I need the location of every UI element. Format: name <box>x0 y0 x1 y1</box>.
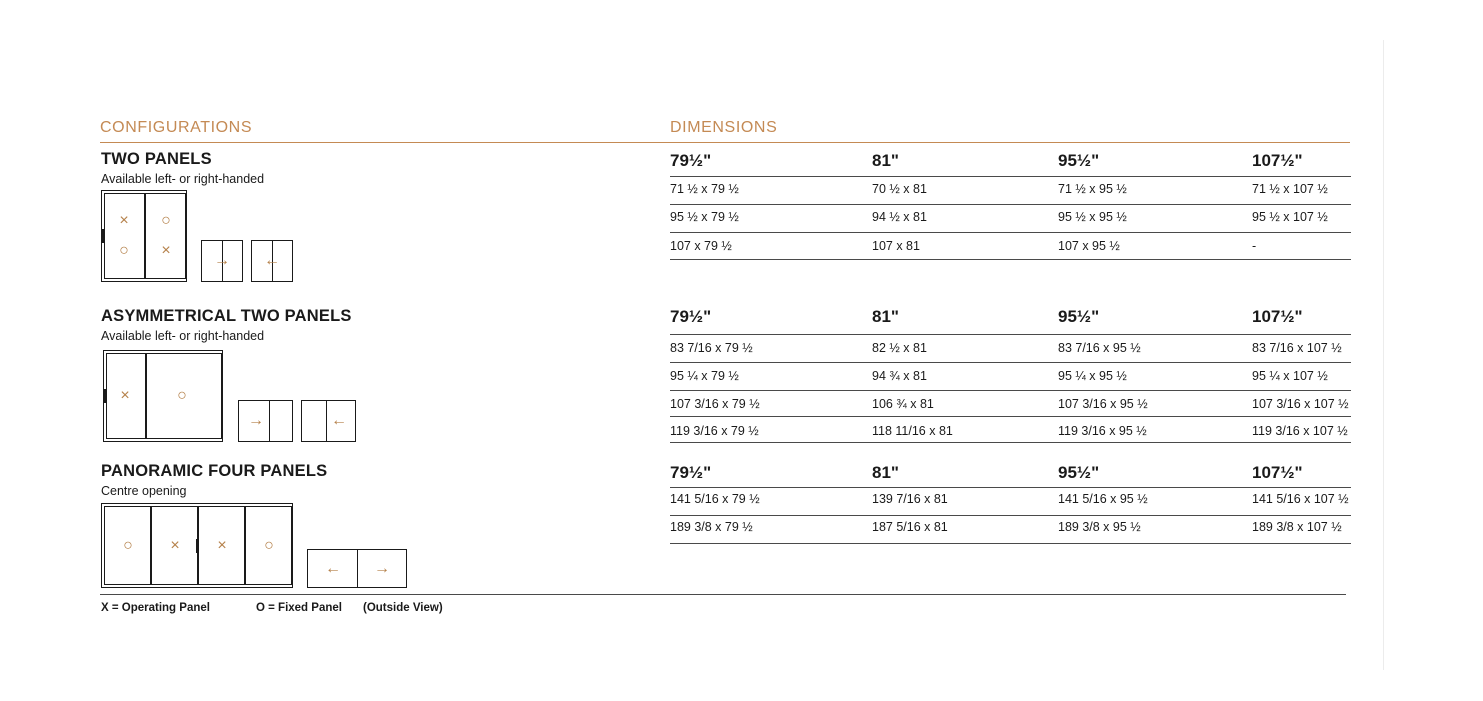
panoramic-four-panel-diagram <box>101 503 293 588</box>
table-cell: 94 ½ x 81 <box>872 210 927 224</box>
table-cell: 95 ¼ x 95 ½ <box>1058 369 1127 383</box>
configurations-heading: CONFIGURATIONS <box>100 119 253 136</box>
table-cell: 83 7/16 x 95 ½ <box>1058 341 1141 355</box>
table-cell: 71 ½ x 107 ½ <box>1252 182 1328 196</box>
table-cell: 95 ¼ x 107 ½ <box>1252 369 1328 383</box>
table-cell: 189 3/8 x 95 ½ <box>1058 520 1141 534</box>
table-rule <box>670 176 1351 177</box>
table-cell: 189 3/8 x 107 ½ <box>1252 520 1342 534</box>
operating-panel-icon: × <box>120 387 130 404</box>
column-header: 81" <box>872 151 899 170</box>
slide-left-diagram <box>301 400 356 442</box>
legend-view: (Outside View) <box>363 602 443 614</box>
table-rule <box>670 442 1351 443</box>
section-title: ASYMMETRICAL TWO PANELS <box>101 307 352 325</box>
slide-right-diagram <box>238 400 293 442</box>
table-rule <box>670 362 1351 363</box>
table-cell: 107 3/16 x 107 ½ <box>1252 397 1349 411</box>
table-cell: 95 ½ x 107 ½ <box>1252 210 1328 224</box>
table-rule <box>670 390 1351 391</box>
table-cell: 94 ¾ x 81 <box>872 369 927 383</box>
table-rule <box>670 204 1351 205</box>
column-header: 81" <box>872 463 899 482</box>
table-rule <box>670 416 1351 417</box>
table-cell: 141 5/16 x 95 ½ <box>1058 492 1148 506</box>
table-cell: 82 ½ x 81 <box>872 341 927 355</box>
table-cell: 107 3/16 x 95 ½ <box>1058 397 1148 411</box>
fixed-panel-icon: ○ <box>123 537 133 554</box>
table-cell: 118 11/16 x 81 <box>872 424 953 438</box>
section-subtitle: Available left- or right-handed <box>101 329 265 343</box>
panel-sash <box>145 193 186 279</box>
table-cell: 71 ½ x 79 ½ <box>670 182 739 196</box>
operating-panel-icon: × <box>161 242 171 259</box>
table-cell: 107 x 81 <box>872 239 920 253</box>
section-subtitle: Available left- or right-handed <box>101 172 265 186</box>
column-header: 79½" <box>670 307 712 326</box>
arrow-left-icon: ← <box>331 412 347 429</box>
table-cell: 141 5/16 x 107 ½ <box>1252 492 1349 506</box>
operating-panel-icon: × <box>217 537 227 554</box>
table-rule <box>670 232 1351 233</box>
column-header: 79½" <box>670 463 712 482</box>
dimensions-heading: DIMENSIONS <box>670 119 778 136</box>
page-divider <box>1383 40 1384 670</box>
table-cell: 83 7/16 x 107 ½ <box>1252 341 1342 355</box>
arrow-right-icon: → <box>248 412 264 429</box>
table-rule <box>670 334 1351 335</box>
fixed-panel-icon: ○ <box>264 537 274 554</box>
column-header: 107½" <box>1252 463 1303 482</box>
panel-sash <box>104 193 145 279</box>
column-header: 81" <box>872 307 899 326</box>
slide-left-diagram <box>251 240 293 282</box>
header-rule <box>100 142 1350 143</box>
legend-rule <box>100 594 1346 595</box>
table-cell: 119 3/16 x 79 ½ <box>670 424 759 438</box>
table-cell: 95 ½ x 79 ½ <box>670 210 739 224</box>
operating-panel-icon: × <box>170 537 180 554</box>
column-header: 79½" <box>670 151 712 170</box>
section-subtitle: Centre opening <box>101 484 187 498</box>
arrow-left-icon: ← <box>325 560 341 577</box>
column-header: 95½" <box>1058 151 1100 170</box>
section-title: PANORAMIC FOUR PANELS <box>101 462 328 480</box>
table-cell: 95 ¼ x 79 ½ <box>670 369 739 383</box>
table-cell: 107 x 79 ½ <box>670 239 732 253</box>
arrow-right-icon: → <box>374 560 390 577</box>
table-cell: 106 ¾ x 81 <box>872 397 934 411</box>
section-title: TWO PANELS <box>101 150 212 168</box>
slide-right-diagram <box>201 240 243 282</box>
fixed-panel-icon: ○ <box>119 242 129 259</box>
table-cell: 71 ½ x 95 ½ <box>1058 182 1127 196</box>
handle-icon <box>102 229 105 243</box>
column-header: 107½" <box>1252 151 1303 170</box>
table-cell: 139 7/16 x 81 <box>872 492 948 506</box>
table-cell: 119 3/16 x 95 ½ <box>1058 424 1147 438</box>
fixed-panel-icon: ○ <box>177 387 187 404</box>
table-rule <box>670 515 1351 516</box>
two-panel-diagram <box>101 190 187 282</box>
column-header: 107½" <box>1252 307 1303 326</box>
asymmetrical-two-panel-diagram <box>103 350 223 442</box>
column-header: 95½" <box>1058 307 1100 326</box>
legend-fixed: O = Fixed Panel <box>256 602 342 614</box>
legend-operating: X = Operating Panel <box>101 602 210 614</box>
arrow-left-icon: ← <box>264 252 280 269</box>
table-cell: 107 3/16 x 79 ½ <box>670 397 760 411</box>
arrow-right-icon: → <box>214 252 230 269</box>
table-cell: 95 ½ x 95 ½ <box>1058 210 1127 224</box>
handle-icon <box>104 389 107 403</box>
table-rule <box>670 543 1351 544</box>
centre-opening-diagram <box>307 549 407 588</box>
fixed-panel-icon: ○ <box>161 212 171 229</box>
column-header: 95½" <box>1058 463 1100 482</box>
table-cell: 189 3/8 x 79 ½ <box>670 520 753 534</box>
table-cell: 141 5/16 x 79 ½ <box>670 492 760 506</box>
table-cell: 187 5/16 x 81 <box>872 520 948 534</box>
table-cell: - <box>1252 239 1257 253</box>
table-cell: 119 3/16 x 107 ½ <box>1252 424 1348 438</box>
table-cell: 107 x 95 ½ <box>1058 239 1120 253</box>
handle-icon <box>196 539 199 553</box>
table-cell: 70 ½ x 81 <box>872 182 927 196</box>
table-rule <box>670 487 1351 488</box>
table-cell: 83 7/16 x 79 ½ <box>670 341 753 355</box>
operating-panel-icon: × <box>119 212 129 229</box>
table-rule <box>670 259 1351 260</box>
